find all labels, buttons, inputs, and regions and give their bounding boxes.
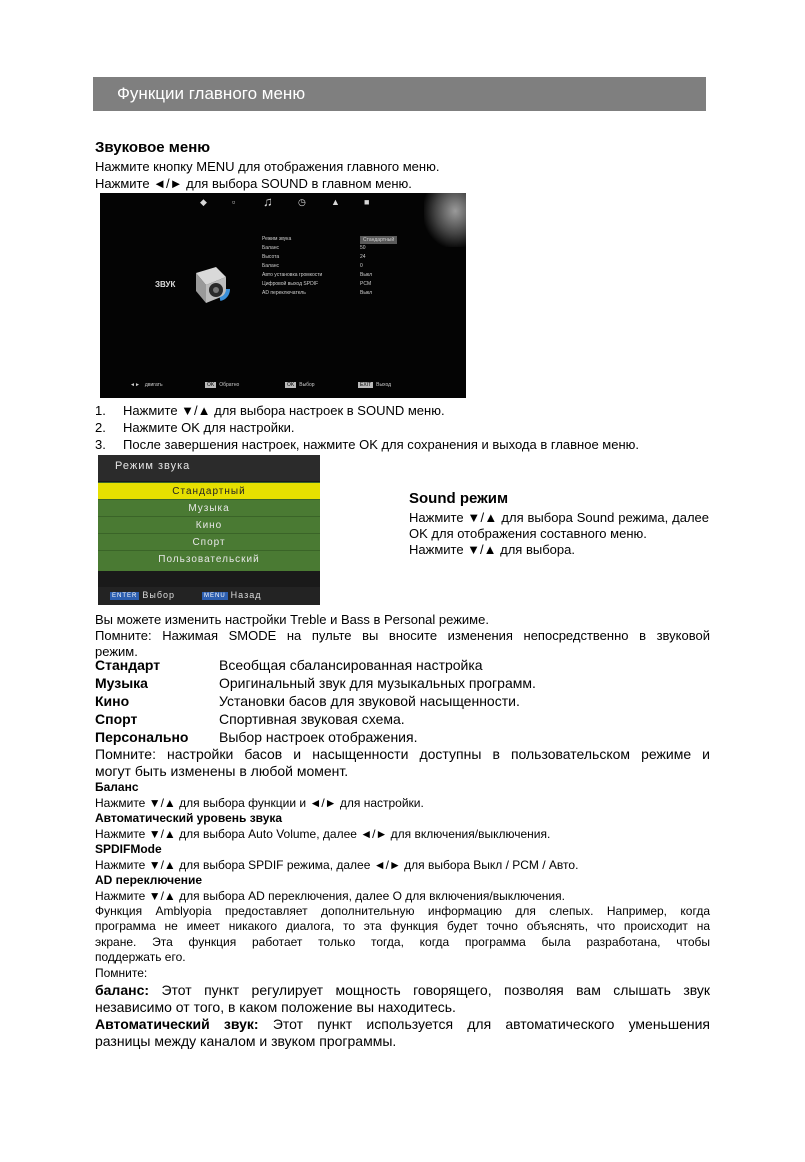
smode-note-line-2: режим. bbox=[95, 644, 138, 659]
section-title: Звуковое меню bbox=[95, 139, 211, 156]
clock-icon: ◷ bbox=[298, 197, 306, 207]
intro-line-1: Нажмите кнопку MENU для отображения главного меню. bbox=[95, 159, 440, 174]
footer-hint-back: OK Обратно bbox=[207, 382, 240, 388]
sound-setting-row[interactable]: Высота 24 bbox=[262, 254, 366, 260]
bass-note-line-1: Помните: настройки басов и насыщенности доступны в пользовательском режиме и bbox=[95, 746, 710, 762]
sound-mode-menu-screenshot bbox=[98, 455, 320, 605]
speaker-icon bbox=[190, 263, 232, 305]
spdif-text: Нажмите ▼/▲ для выбора SPDIF режима, далее ◄/► для выбора Выкл / PCM / Авто. bbox=[95, 858, 579, 872]
sound-mode-menu-footer: ENTER Выбор MENU Назад bbox=[98, 587, 320, 605]
sound-mode-description bbox=[409, 490, 709, 558]
picture-icon: ◆ bbox=[200, 197, 207, 207]
music-note-icon: ♫ bbox=[263, 194, 273, 209]
sound-mode-title: Sound режим bbox=[409, 490, 509, 507]
sound-mode-menu-title: Режим звука bbox=[98, 455, 320, 481]
definition-row: Музыка Оригинальный звук для музыкальных программ. bbox=[95, 675, 536, 691]
footer-hint-exit: EXIT Выход bbox=[360, 382, 392, 388]
sound-mode-option[interactable]: Спорт bbox=[98, 533, 320, 550]
screen-glare bbox=[424, 193, 466, 247]
sound-mode-option[interactable]: Кино bbox=[98, 516, 320, 533]
sound-setting-row[interactable]: Баланс 50 bbox=[262, 245, 366, 251]
channel-icon: ▫ bbox=[232, 197, 236, 207]
avl-heading: Автоматический уровень звука bbox=[95, 811, 283, 825]
footer-hint-move: ◄► двигать bbox=[130, 382, 163, 388]
lock-icon: ▲ bbox=[331, 197, 340, 207]
amblyopia-line-3: экране. Эта функция работает только тогда, когда программа была разработана, чтобы bbox=[95, 935, 710, 949]
sound-setting-row[interactable]: Режим звука Стандартный bbox=[262, 236, 422, 244]
ad-text: Нажмите ▼/▲ для выбора AD переключения, далее O для включения/выключения. bbox=[95, 889, 565, 903]
ad-heading: AD переключение bbox=[95, 873, 203, 887]
bass-note-line-2: могут быть изменены в любой момент. bbox=[95, 763, 349, 779]
definition-row: Персонально Выбор настроек отображения. bbox=[95, 729, 418, 745]
page-banner bbox=[93, 77, 706, 111]
sound-setting-row[interactable]: Авто установка громкости Выкл bbox=[262, 272, 373, 278]
remember-label: Помните: bbox=[95, 966, 148, 980]
auto-sound-line-1: Автоматический звук: Этот пункт используется для автоматического уменьшения bbox=[95, 1016, 710, 1032]
definition-row: Кино Установки басов для звуковой насыщенности. bbox=[95, 693, 520, 709]
smode-note-line-1: Помните: Нажимая SMODE на пульте вы вносите изменения непосредственно в звуковой bbox=[95, 628, 710, 643]
sound-mode-option[interactable]: Музыка bbox=[98, 499, 320, 516]
personal-mode-note: Вы можете изменить настройки Treble и Bass в Personal режиме. bbox=[95, 612, 489, 627]
sound-menu-screenshot bbox=[100, 193, 466, 398]
sound-mode-text-1: Нажмите ▼/▲ для выбора Sound режима, далее OK для отображения составного меню. bbox=[409, 510, 709, 541]
amblyopia-line-2: программа не имеет никакого диалога, то эта функция будет точно объяснять, что происходит на bbox=[95, 919, 710, 933]
auto-sound-line-2: разницы между каналом и звуком программы. bbox=[95, 1033, 397, 1049]
definition-row: Спорт Спортивная звуковая схема. bbox=[95, 711, 405, 727]
definition-row: Стандарт Всеобщая сбалансированная настройка bbox=[95, 657, 483, 673]
sound-menu-label: ЗВУК bbox=[155, 280, 176, 289]
footer-hint-select: OK Выбор bbox=[287, 382, 315, 388]
sound-setting-row[interactable]: AD переключатель Выкл bbox=[262, 290, 373, 296]
sound-mode-option[interactable]: Пользовательский bbox=[98, 550, 320, 571]
step-1: 1. Нажмите ▼/▲ для выбора настроек в SOUND меню. bbox=[95, 403, 445, 418]
step-3: 3. После завершения настроек, нажмите OK для сохранения и выхода в главное меню. bbox=[95, 437, 639, 452]
menu-key-icon: MENU bbox=[204, 593, 226, 599]
enter-key-icon: ENTER bbox=[112, 593, 138, 599]
avl-text: Нажмите ▼/▲ для выбора Auto Volume, далее ◄/► для включения/выключения. bbox=[95, 827, 551, 841]
balance-desc-line-2: независимо от того, в каком положение вы находитесь. bbox=[95, 999, 456, 1015]
balance-heading: Баланс bbox=[95, 780, 139, 794]
step-2: 2. Нажмите OK для настройки. bbox=[95, 420, 295, 435]
sound-setting-row[interactable]: Цифровой выход SPDIF PCM bbox=[262, 281, 372, 287]
amblyopia-line-4: поддержать его. bbox=[95, 950, 186, 964]
sound-setting-row[interactable]: Баланс 0 bbox=[262, 263, 363, 269]
balance-desc-line-1: баланс: Этот пункт регулирует мощность говорящего, позволяя вам слышать звук bbox=[95, 982, 711, 998]
sound-mode-option[interactable]: Стандартный bbox=[98, 482, 320, 499]
spdif-heading: SPDIFMode bbox=[95, 842, 162, 856]
balance-text: Нажмите ▼/▲ для выбора функции и ◄/► для настройки. bbox=[95, 796, 424, 810]
intro-line-2: Нажмите ◄/► для выбора SOUND в главном меню. bbox=[95, 176, 412, 191]
setup-icon: ■ bbox=[364, 197, 370, 207]
amblyopia-line-1: Функция Amblyopia предоставляет дополнительную информацию для слепых. Например, когда bbox=[95, 904, 710, 918]
banner-title: Функции главного меню bbox=[117, 84, 306, 103]
sound-mode-text-2: Нажмите ▼/▲ для выбора. bbox=[409, 542, 575, 557]
